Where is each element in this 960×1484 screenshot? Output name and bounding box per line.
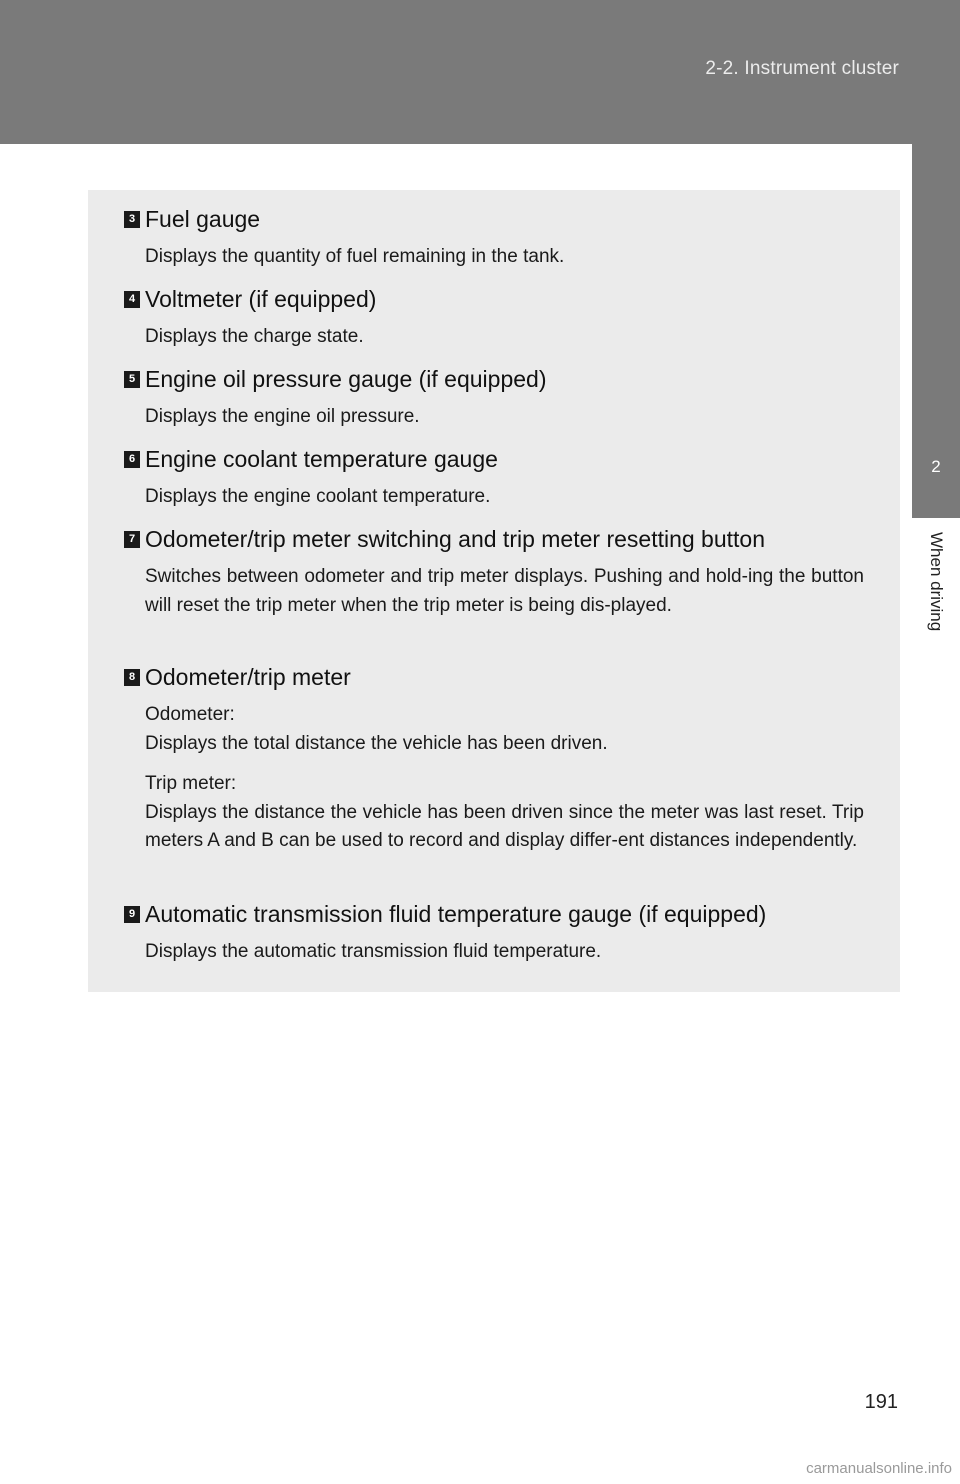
item-odometer-trip-meter — [124, 663, 864, 856]
item-oil-pressure-gauge — [124, 365, 864, 432]
item-number-badge: 7 — [124, 531, 140, 548]
item-voltmeter — [124, 285, 864, 352]
item-description: Displays the automatic transmission fluid temperature. — [145, 941, 602, 962]
item-fuel-gauge — [124, 205, 864, 272]
chapter-number-tab: 2 — [912, 415, 960, 518]
item-number-badge: 9 — [124, 906, 140, 923]
item-description — [124, 701, 864, 758]
item-title: Fuel gauge — [145, 206, 261, 232]
item-trip-reset-button — [124, 525, 864, 620]
page-header — [0, 0, 960, 144]
chapter-label-tab — [912, 520, 960, 670]
odometer-text: Displays the total distance the vehicle has been driven. — [145, 732, 608, 754]
item-transmission-fluid-gauge — [124, 900, 864, 967]
watermark: carmanualsonline.info — [806, 1460, 952, 1477]
item-description: Switches between odometer and trip meter displays. Pushing and hold-ing the button will reset the trip meter when the trip meter is being dis-played. — [145, 566, 864, 616]
item-title: Odometer/trip meter — [145, 664, 351, 690]
item-number-badge: 3 — [124, 211, 140, 228]
item-number-badge: 6 — [124, 451, 140, 468]
item-number-badge: 5 — [124, 371, 140, 388]
item-number-badge: 8 — [124, 669, 140, 686]
item-number-badge: 4 — [124, 291, 140, 308]
trip-meter-heading: Trip meter: — [145, 773, 237, 794]
page-number: 191 — [864, 1391, 898, 1413]
section-title: 2-2. Instrument cluster — [705, 58, 899, 79]
item-title: Engine coolant temperature gauge — [145, 446, 498, 472]
trip-meter-text: Displays the distance the vehicle has been driven since the meter was last reset. Trip meters A and B can be used to record and display differ-ent distances independently. — [145, 801, 864, 851]
side-tab-bar — [912, 144, 960, 415]
chapter-label: When driving — [927, 532, 946, 632]
item-description: Displays the engine oil pressure. — [145, 406, 420, 427]
item-title: Odometer/trip meter switching and trip meter resetting button — [145, 526, 766, 552]
item-description: Displays the engine coolant temperature. — [145, 486, 491, 507]
odometer-heading: Odometer: — [145, 704, 235, 725]
item-title: Voltmeter (if equipped) — [145, 286, 377, 312]
item-title: Engine oil pressure gauge (if equipped) — [145, 366, 547, 392]
item-description — [124, 770, 864, 856]
item-description: Displays the quantity of fuel remaining in the tank. — [145, 246, 565, 267]
item-description: Displays the charge state. — [145, 326, 364, 347]
item-coolant-temperature-gauge — [124, 445, 864, 512]
item-title: Automatic transmission fluid temperature gauge (if equipped) — [145, 901, 767, 927]
